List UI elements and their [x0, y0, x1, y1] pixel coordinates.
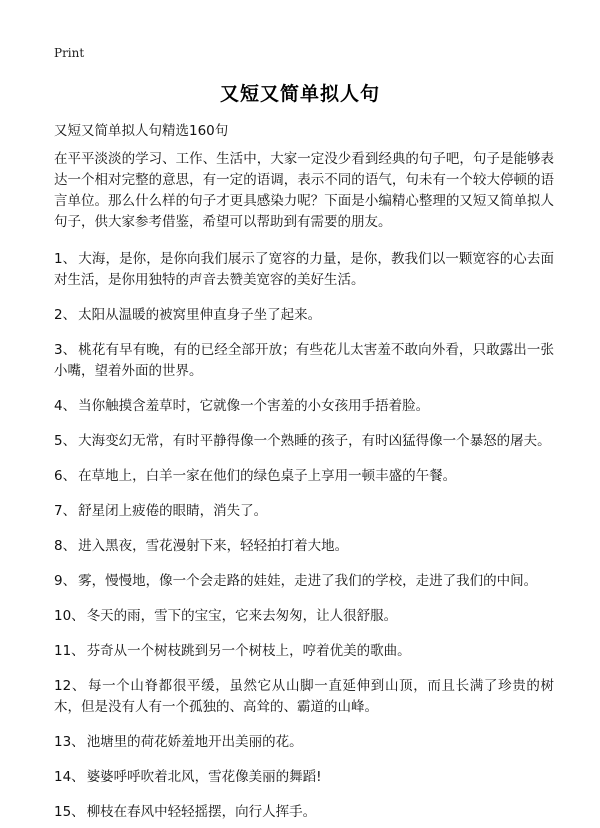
item-text: 在草地上，白羊一家在他们的绿色桌子上享用一顿丰盛的午餐。	[78, 468, 457, 484]
list-item	[54, 641, 554, 662]
list-item	[54, 501, 554, 522]
item-text: 冬天的雨，雪下的宝宝，它来去匆匆，让人很舒服。	[86, 608, 398, 624]
item-number: 3、	[54, 342, 77, 358]
sentence-list	[54, 249, 554, 823]
item-text: 池塘里的荷花娇羞地开出美丽的花。	[86, 734, 303, 750]
list-item	[54, 305, 554, 326]
list-item	[54, 396, 554, 417]
item-number: 5、	[54, 433, 77, 449]
item-number: 11、	[54, 643, 85, 659]
page-title: 又短又简单拟人句	[219, 83, 380, 105]
item-number: 2、	[54, 307, 77, 323]
item-text: 当你触摸含羞草时，它就像一个害羞的小女孩用手捂着脸。	[78, 398, 430, 414]
list-item	[54, 466, 554, 487]
list-item	[54, 676, 554, 718]
list-item	[54, 249, 554, 291]
item-text: 每一个山脊都很平缓，虽然它从山脚一直延伸到山顶，而且长满了珍贵的树木，但是没有人有一个孤独的、高耸的、霸道的山峰。	[54, 678, 554, 715]
item-text: 舒星闭上疲倦的眼睛，消失了。	[78, 503, 268, 519]
item-number: 12、	[54, 678, 86, 694]
list-item	[54, 571, 554, 592]
item-text: 太阳从温暖的被窝里伸直身子坐了起来。	[78, 307, 322, 323]
list-item	[54, 536, 554, 557]
item-number: 9、	[54, 573, 77, 589]
item-number: 8、	[54, 538, 77, 554]
list-item	[54, 767, 554, 788]
item-text: 进入黑夜，雪花漫射下来，轻轻拍打着大地。	[78, 538, 349, 554]
list-item	[54, 802, 554, 823]
item-text: 婆婆呼呼吹着北风，雪花像美丽的舞蹈!	[86, 769, 322, 785]
item-text: 雾，慢慢地，像一个会走路的娃娃，走进了我们的学校，走进了我们的中间。	[78, 573, 538, 589]
item-number: 15、	[54, 804, 85, 820]
item-text: 柳枝在春风中轻轻摇摆，向行人挥手。	[86, 804, 317, 820]
print-link[interactable]: Print	[54, 46, 85, 60]
item-number: 10、	[54, 608, 85, 624]
item-number: 1、	[54, 251, 77, 267]
item-text: 大海，是你，是你向我们展示了宽容的力量，是你，教我们以一颗宽容的心去面对生活，是你用独特的声音去赞美宽容的美好生活。	[54, 251, 554, 288]
item-number: 14、	[54, 769, 85, 785]
list-item	[54, 606, 554, 627]
article-body	[54, 149, 554, 823]
item-text: 桃花有早有晚，有的已经全部开放；有些花儿太害羞不敢向外看，只敢露出一张小嘴，望着外面的世界。	[54, 342, 554, 379]
list-item	[54, 340, 554, 382]
item-number: 6、	[54, 468, 77, 484]
list-item	[54, 732, 554, 753]
article-subtitle: 又短又简单拟人句精选160句	[54, 123, 229, 139]
intro-paragraph: 在平平淡淡的学习、工作、生活中，大家一定没少看到经典的句子吧，句子是能够表达一个相对完整的意思，有一定的语调，表示不同的语气，句未有一个较大停顿的语言单位。那么什么样的句子才更具感染力呢？下面是小编精心整理的又短又简单拟人句子，供大家参考借鉴，希望可以帮助到有需要的朋友。	[54, 151, 554, 230]
item-text: 大海变幻无常，有时平静得像一个熟睡的孩子，有时凶猛得像一个暴怒的屠夫。	[78, 433, 551, 449]
item-text: 芬奇从一个树枝跳到另一个树枝上，哼着优美的歌曲。	[86, 643, 411, 659]
list-item	[54, 431, 554, 452]
item-number: 13、	[54, 734, 85, 750]
item-number: 7、	[54, 503, 77, 519]
item-number: 4、	[54, 398, 77, 414]
